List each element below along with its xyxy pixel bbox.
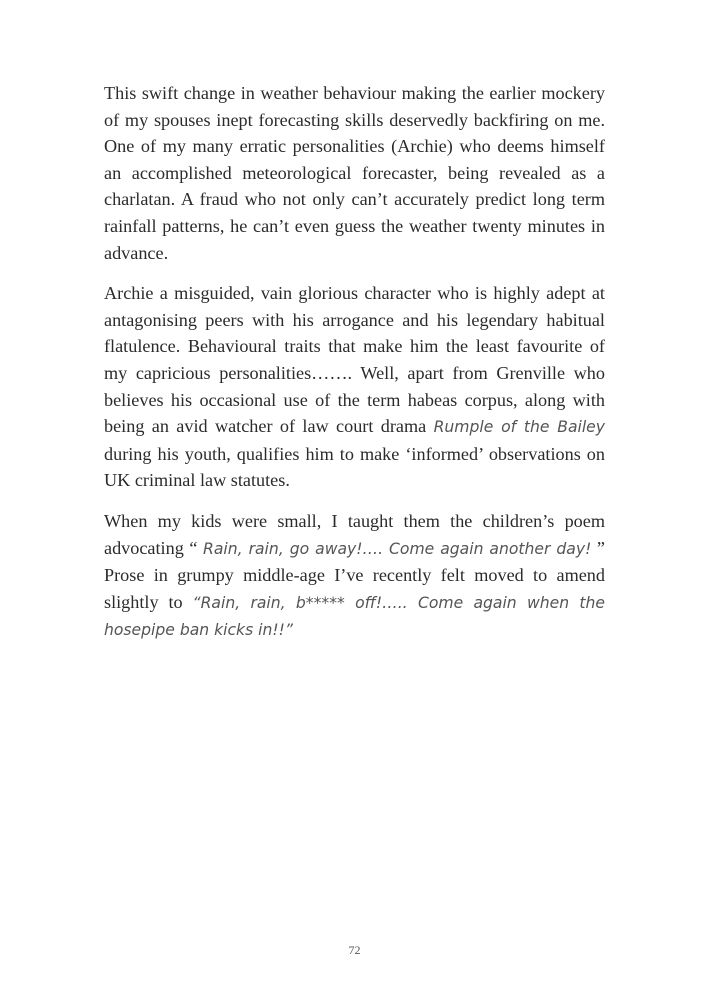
body-text	[104, 80, 605, 658]
poem-amended: “Rain, rain, b***** off!….. Come again when the hosepipe ban kicks in!!”	[104, 593, 606, 640]
paragraph-weather: This swift change in weather behaviour making the earlier mockery of my spouses inept forecasting skills deservedly backfiring on me. One of my many erratic personalities (Archie) who deems himself an accomplished meteorological forecaster, being revealed as a charlatan. A fraud who not only can’t accurately predict long term rainfall patterns, he can’t even guess the weather twenty minutes in advance.	[104, 83, 605, 263]
poem-intro: When my kids were small, I taught them the children’s poem advocating “	[104, 510, 605, 558]
tv-show-title: Rumple of the Bailey	[433, 418, 605, 437]
page-number: 72	[348, 943, 361, 957]
archie-text-end: during his youth, qualifies him to make ‘informed’ observations on UK criminal law statutes.	[104, 443, 605, 491]
paragraph-poem	[104, 508, 605, 644]
paragraph-archie	[104, 280, 605, 494]
archie-text-start: Archie a misguided, vain glorious character who is highly adept at antagonising peers with his arrogance and his legendary habitual flatulence. Behavioural traits that make him the least favourite of my capricious personalities……. Well, apart from Grenville who believes his occasional use of the term habeas corpus, along with being an avid watcher of law court drama	[104, 283, 605, 437]
poem-middle: ” Prose in grumpy middle-age I’ve recently felt moved to amend slightly to	[104, 537, 605, 612]
poem-original: Rain, rain, go away!…. Come again another day!	[203, 539, 592, 558]
